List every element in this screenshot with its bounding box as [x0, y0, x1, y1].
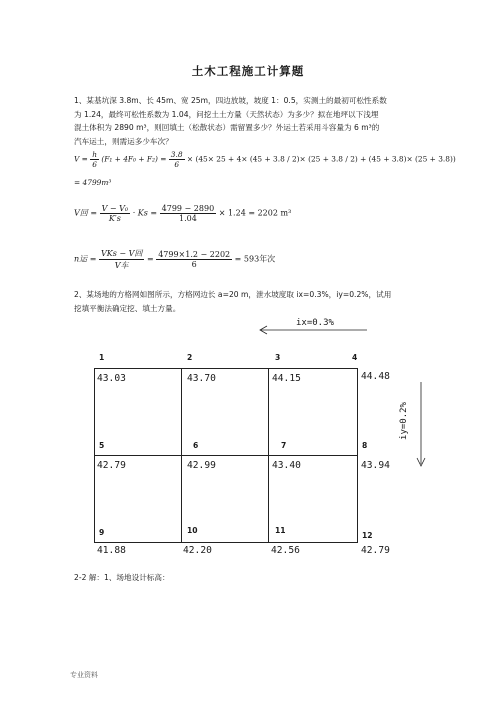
- elevation-value: 42.20: [183, 545, 212, 556]
- grid-line-middle: [94, 455, 358, 456]
- page-title: 土木工程施工计算题: [191, 64, 305, 78]
- grid-line-col-2: [181, 368, 182, 542]
- elevation-value: 42.99: [187, 460, 216, 471]
- eq2-frac2-den: 1.04: [179, 214, 197, 223]
- elevation-value: 42.79: [97, 460, 126, 471]
- page-footer: 专业资料: [70, 671, 98, 679]
- eq1-frac-den: 6: [92, 160, 97, 169]
- elevation-value: 42.56: [271, 545, 300, 556]
- eq2-rhs: × 1.24 = 2202 m³: [218, 208, 292, 218]
- equation-backfill: [74, 204, 291, 223]
- eq2-fraction-a: [100, 204, 131, 223]
- corner-number: 12: [362, 531, 373, 540]
- grid-line-bottom: [94, 542, 358, 543]
- eq3-rhs: = 593年次: [234, 254, 276, 264]
- eq3-fraction-a: [99, 248, 144, 271]
- eq1-frac2-num: 3.8: [170, 150, 183, 159]
- eq1-frac2-den: 6: [174, 160, 180, 169]
- eq3-frac-den: V车: [114, 261, 129, 270]
- elevation-value: 41.88: [97, 545, 126, 556]
- problem-1-line: 混土体积为 2890 m³，则回填土（松散状态）需留置多少？外运土若采用斗容量为 6 m³的: [74, 123, 380, 133]
- grid-line-col-4: [357, 368, 358, 542]
- grid-line-col-1: [94, 368, 95, 542]
- eq3-lhs: n运 =: [74, 254, 97, 264]
- eq1-result: = 4799m³: [74, 178, 112, 187]
- eq1-lhs: V =: [74, 154, 91, 164]
- corner-number: 8: [362, 441, 368, 450]
- eq3-frac-num: VKs − V回: [100, 249, 143, 258]
- eq2-fraction-b: [160, 204, 217, 223]
- elevation-value: 43.03: [97, 373, 126, 384]
- eq1-fraction-h6: [90, 150, 99, 169]
- elevation-value: 42.79: [361, 545, 390, 556]
- corner-number: 3: [275, 353, 281, 362]
- corner-number: 7: [281, 441, 287, 450]
- problem-1-line: 为 1.24，最终可松性系数为 1.04，问挖土土方量（天然状态）为多少？拟在地坪以下浅埋: [74, 109, 379, 119]
- eq3-equals: =: [146, 254, 154, 264]
- elevation-value: 43.70: [187, 373, 216, 384]
- corner-number: 5: [99, 441, 105, 450]
- ix-label: ix=0.3%: [296, 318, 334, 328]
- eq1-rhs: × (45× 25 + 4× (45 + 3.8 / 2)× (25 + 3.8 / 2) + (45 + 3.8)× (25 + 3.8)): [186, 154, 456, 164]
- problem-1-line: 1、某基坑深 3.8m、长 45m、宽 25m，四边放坡，坡度 1：0.5，实测土的最初可松性系数: [74, 96, 387, 105]
- equation-trips: [74, 248, 275, 271]
- problem-2-text: [74, 288, 434, 315]
- eq3-fraction-b: [156, 250, 232, 269]
- eq2-frac-den: K′s: [108, 214, 121, 223]
- iy-arrow-icon: [415, 380, 427, 470]
- problem-2-line: 挖填平衡法确定挖、填土方量。: [74, 303, 181, 313]
- iy-label: iy=0.2%: [399, 402, 409, 440]
- elevation-value: 44.15: [272, 373, 301, 384]
- elevation-value: 43.94: [361, 460, 390, 471]
- eq2-frac2-num: 4799 − 2890: [161, 204, 215, 213]
- problem-2-line: 2、某场地的方格网如图所示，方格网边长 a=20 m，泄水坡度取 ix=0.3%，iy=0.2%，试用: [74, 290, 392, 299]
- corner-number: 2: [187, 353, 193, 362]
- corner-number: 11: [275, 526, 286, 535]
- corner-number: 10: [187, 526, 198, 535]
- equation-volume: [74, 150, 456, 169]
- elevation-value: 44.48: [361, 371, 390, 382]
- corner-number: 4: [352, 353, 358, 362]
- corner-number: 9: [99, 528, 105, 537]
- eq1-body: (F₁ + 4F₀ + F₂) =: [101, 154, 167, 164]
- corner-number: 6: [193, 441, 199, 450]
- eq2-frac-num: V − V₀: [101, 204, 129, 213]
- eq3-frac2-num: 4799×1.2 − 2202: [158, 250, 231, 259]
- ix-arrow-icon: [255, 324, 370, 336]
- solution-step: 2-2 解：1、场地设计标高：: [74, 573, 170, 582]
- eq2-lhs: V回 =: [74, 208, 98, 218]
- eq2-mid: · Ks =: [132, 208, 158, 218]
- eq1-frac-num: h: [92, 150, 97, 159]
- problem-1-text: [74, 94, 434, 148]
- problem-1-line: 汽车运土，则需运多少车次？: [74, 136, 173, 146]
- eq1-fraction-38-6: [169, 150, 185, 169]
- eq3-frac2-den: 6: [191, 260, 197, 269]
- elevation-value: 43.40: [272, 460, 301, 471]
- corner-number: 1: [99, 353, 105, 362]
- grid-line-col-3: [268, 368, 269, 542]
- grid-line-top: [94, 368, 358, 369]
